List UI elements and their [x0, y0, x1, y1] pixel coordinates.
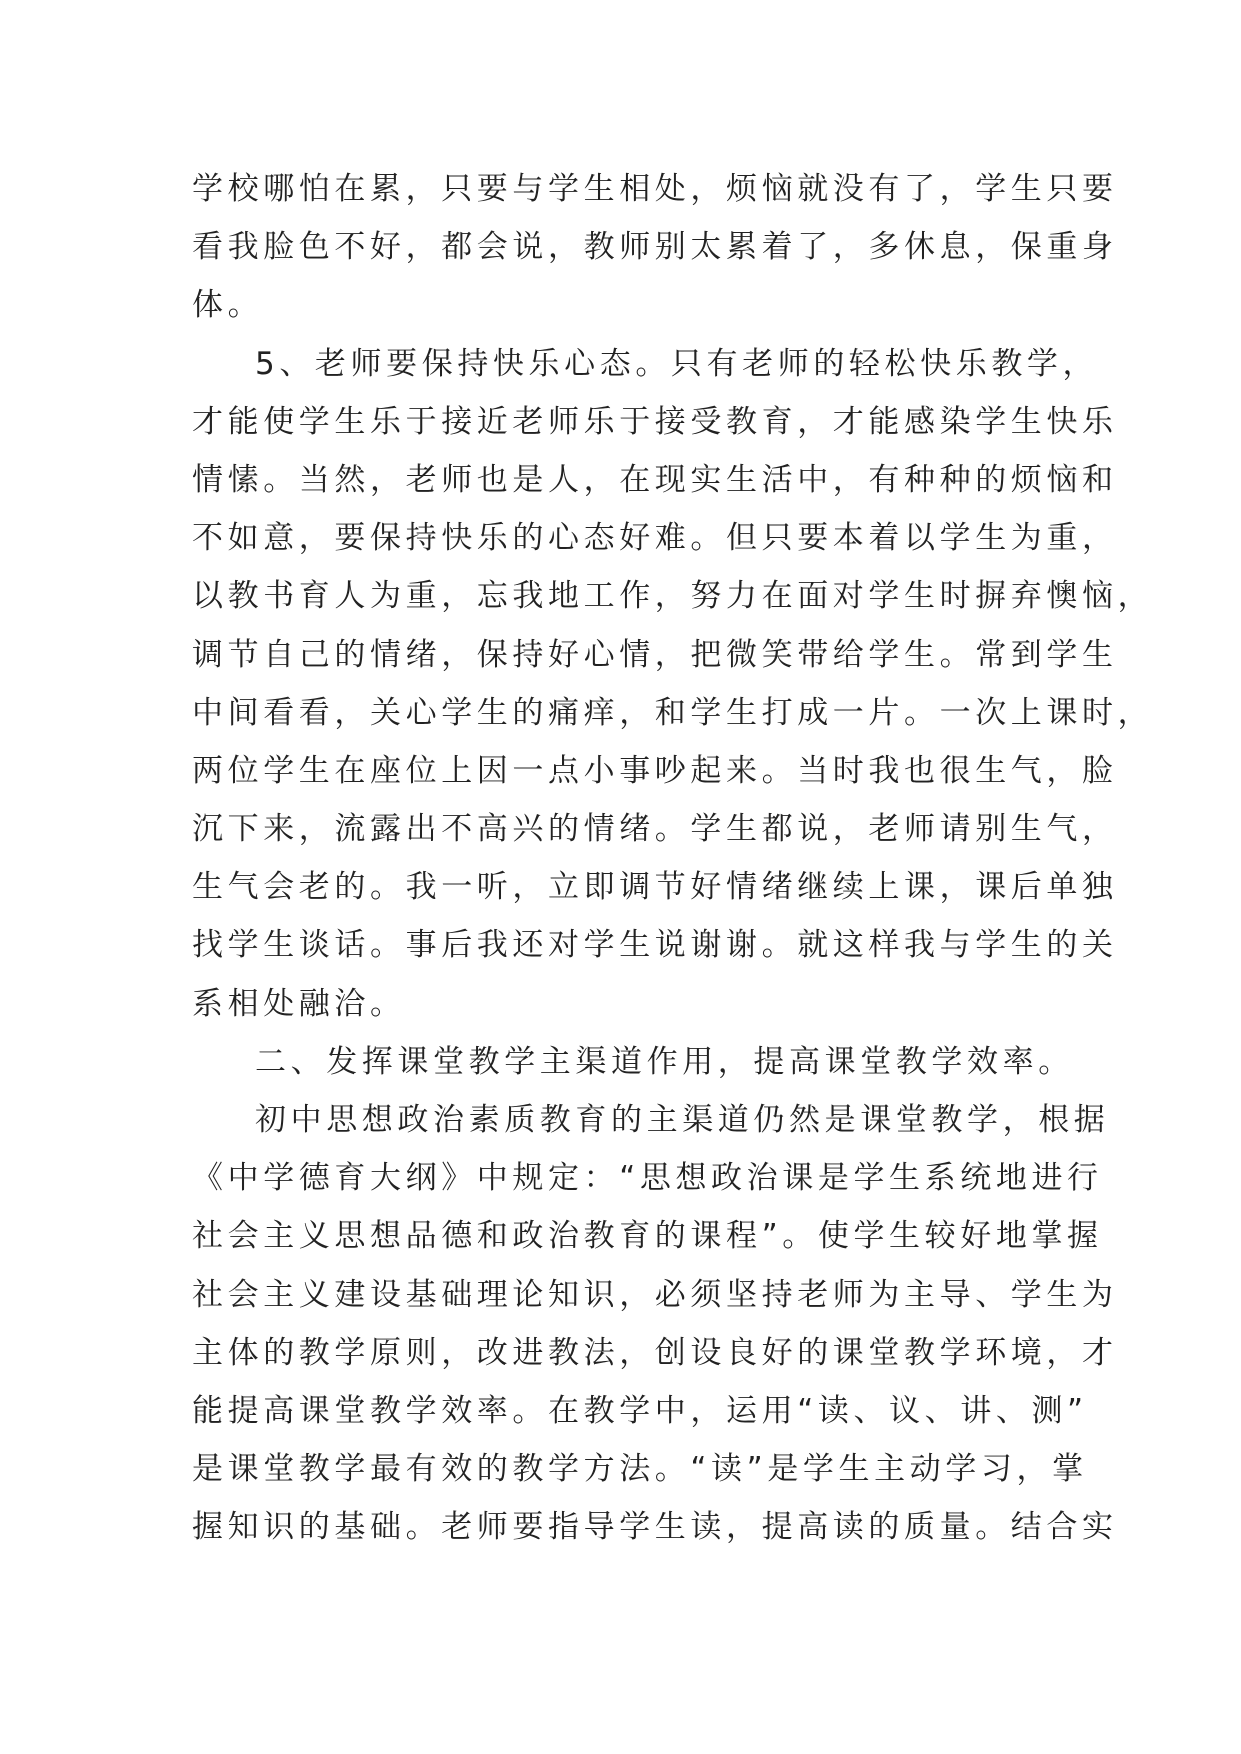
text-line: 社会主义建设基础理论知识，必须坚持老师为主导、学生为	[192, 1276, 1118, 1313]
text-line: 以教书育人为重，忘我地工作，努力在面对学生时摒弃懊恼，	[192, 578, 1154, 615]
text-line: 两位学生在座位上因一点小事吵起来。当时我也很生气，脸	[192, 752, 1118, 789]
text-line: 系相处融洽。	[192, 985, 406, 1022]
body-text	[192, 160, 1154, 1557]
text-line: 生气会老的。我一听，立即调节好情绪继续上课，课后单独	[192, 869, 1118, 906]
text-line: 主体的教学原则，改进教法，创设良好的课堂教学环境，才	[192, 1334, 1118, 1371]
text-line: 调节自己的情绪，保持好心情，把微笑带给学生。常到学生	[192, 636, 1118, 673]
text-line: 中间看看，关心学生的痛痒，和学生打成一片。一次上课时，	[192, 694, 1154, 731]
text-line: 沉下来，流露出不高兴的情绪。学生都说，老师请别生气，	[192, 811, 1118, 848]
text-line: 看我脸色不好，都会说，教师别太累着了，多休息，保重身	[192, 229, 1118, 266]
text-line: 能提高课堂教学效率。在教学中，运用“读、议、讲、测”	[192, 1392, 1088, 1429]
text-line: 是课堂教学最有效的教学方法。“读”是学生主动学习，掌	[192, 1451, 1088, 1488]
text-line: 不如意，要保持快乐的心态好难。但只要本着以学生为重，	[192, 520, 1118, 557]
text-line: 情愫。当然，老师也是人，在现实生活中，有种种的烦恼和	[192, 461, 1118, 498]
paragraph-start-line: 5、老师要保持快乐心态。只有老师的轻松快乐教学，	[255, 345, 1099, 382]
paragraph-start-line: 初中思想政治素质教育的主渠道仍然是课堂教学，根据	[255, 1102, 1110, 1138]
text-line: 才能使学生乐于接近老师乐于接受教育，才能感染学生快乐	[192, 403, 1118, 440]
text-line: 社会主义思想品德和政治教育的课程”。使学生较好地掌握	[192, 1218, 1103, 1255]
text-line: 握知识的基础。老师要指导学生读，提高读的质量。结合实	[192, 1509, 1118, 1546]
text-line: 找学生谈话。事后我还对学生说谢谢。就这样我与学生的关	[192, 927, 1118, 964]
text-line: 学校哪怕在累，只要与学生相处，烦恼就没有了，学生只要	[192, 171, 1118, 207]
text-line: 体。	[192, 287, 264, 324]
section-heading: 二、发挥课堂教学主渠道作用，提高课堂教学效率。	[255, 1043, 1074, 1080]
text-line: 《中学德育大纲》中规定：“思想政治课是学生系统地进行	[192, 1160, 1103, 1197]
